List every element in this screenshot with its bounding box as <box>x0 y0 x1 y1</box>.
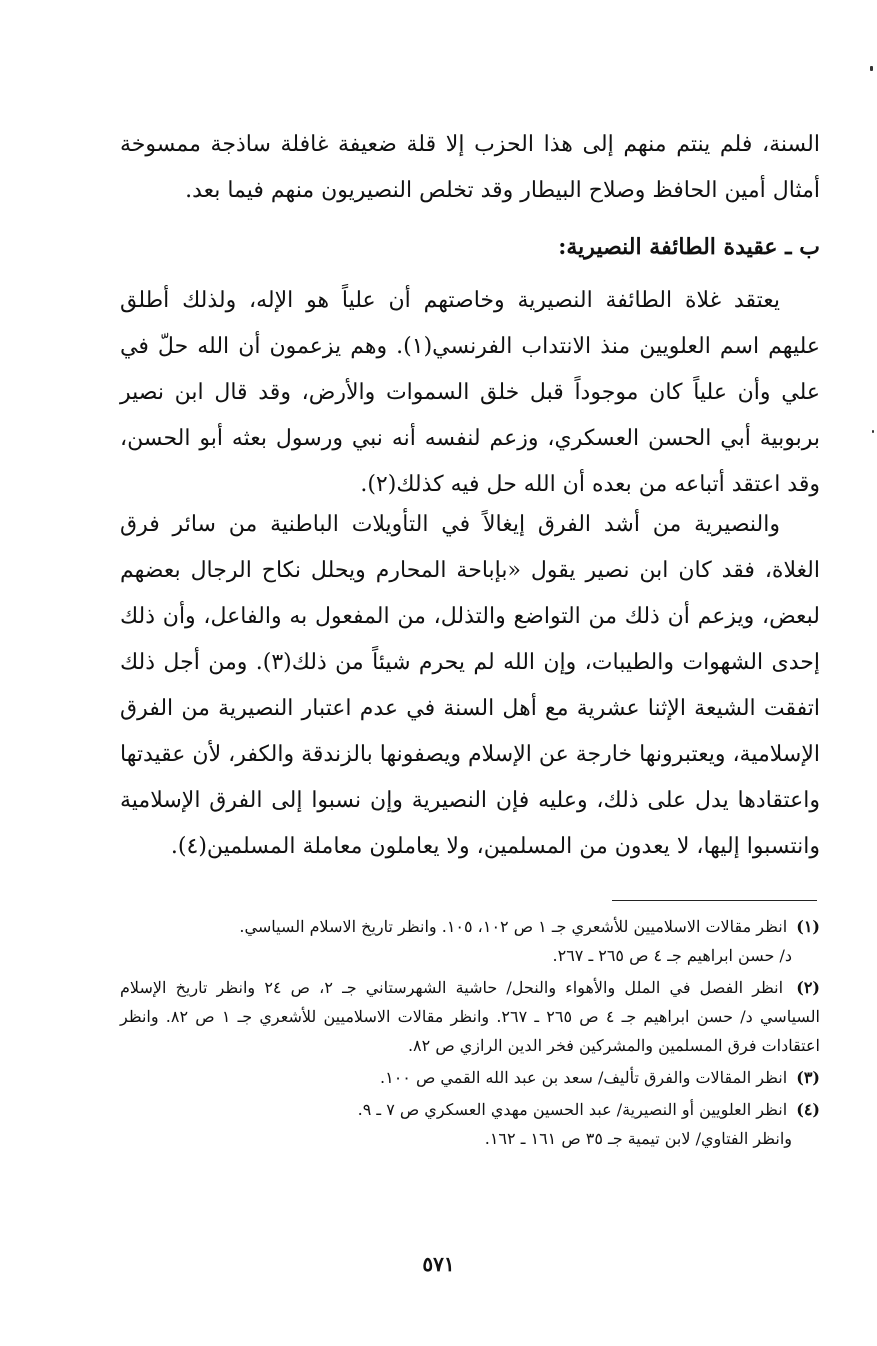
footnote-text: انظر الفصل في الملل والأهواء والنحل/ حاشية الشهرستاني جـ ٢، ص ٢٤ وانظر تاريخ الإسلام السياسي د/ حسن ابراهيم جـ ٤ ص ٢٦٥ ـ ٢٦٧. وانظر مقالات الاسلاميين للأشعري جـ ١ ص ٨٢. وانظر اعتقادات فرق المسلمين والمشركين فخر الدين الرازي ص ٨٢. <box>120 978 820 1055</box>
footnote-divider <box>612 900 817 901</box>
footnote-number: (٢) <box>796 978 820 997</box>
paragraph-beliefs: يعتقد غلاة الطائفة النصيرية وخاصتهم أن علياً هو الإله، ولذلك أطلق عليهم اسم العلويين منذ الانتداب الفرنسي(١). وهم يزعمون أن الله حلّ في علي وأن علياً كان موجوداً قبل خلق السموات والأرض، وقد قال ابن نصير بربوبية أبي الحسن العسكري، وزعم لنفسه أنه نبي ورسول بعثه أبو الحسن، وقد اعتقد أتباعه من بعده أن الله حل فيه كذلك(٢). <box>120 288 820 497</box>
footnote-number: (٣) <box>796 1068 820 1087</box>
footnote-text: انظر العلويين أو النصيرية/ عبد الحسين مهدي العسكري ص ٧ ـ ٩. <box>357 1100 788 1119</box>
paragraph-continuation: السنة، فلم ينتم منهم إلى هذا الحزب إلا قلة ضعيفة غافلة ساذجة ممسوخة أمثال أمين الحافظ وصلاح البيطار وقد تخلص النصيريون منهم فيما بعد. <box>120 132 820 203</box>
footnote-text: انظر مقالات الاسلاميين للأشعري جـ ١ ص ١٠٢، ١٠٥. وانظر تاريخ الاسلام السياسي. <box>239 917 788 936</box>
footnote-text: انظر المقالات والفرق تأليف/ سعد بن عبد الله القمي ص ١٠٠. <box>380 1068 788 1087</box>
footnote-3 <box>120 1063 820 1092</box>
footnote-2 <box>120 973 820 1060</box>
footnotes-list <box>120 912 820 1156</box>
page-number: ٥٧١ <box>422 1252 455 1276</box>
footnote-number: (١) <box>796 917 820 936</box>
footnote-4 <box>120 1095 820 1153</box>
scan-speck <box>872 430 874 433</box>
footnote-number: (٤) <box>796 1100 820 1119</box>
scan-speck <box>870 66 873 71</box>
footnote-1 <box>120 912 820 970</box>
paragraph-esoteric-interpretations: والنصيرية من أشد الفرق إيغالاً في التأويلات الباطنية من سائر فرق الغلاة، فقد كان ابن نصير يقول «بإباحة المحارم ويحلل نكاح الرجال بعضهم لبعض، ويزعم أن ذلك من التواضع والتذلل، من المفعول به والفاعل، وأن ذلك إحدى الشهوات والطيبات، وإن الله لم يحرم شيئاً من ذلك(٣). ومن أجل ذلك اتفقت الشيعة الإثنا عشرية مع أهل السنة في عدم اعتبار النصيرية من الفرق الإسلامية، ويعتبرونها خارجة عن الإسلام ويصفونها بالزندقة والكفر، لأن عقيدتها واعتقادها يدل على ذلك، وعليه فإن النصيرية وإن نسبوا إلى الفرق الإسلامية وانتسبوا إليها، لا يعدون من المسلمين، ولا يعاملون معاملة المسلمين(٤). <box>120 512 820 859</box>
footnote-continuation: د/ حسن ابراهيم جـ ٤ ص ٢٦٥ ـ ٢٦٧. <box>552 946 792 965</box>
section-heading: ب ـ عقيدة الطائفة النصيرية: <box>558 234 820 260</box>
footnote-continuation: وانظر الفتاوي/ لابن تيمية جـ ٣٥ ص ١٦١ ـ ١٦٢. <box>484 1129 792 1148</box>
